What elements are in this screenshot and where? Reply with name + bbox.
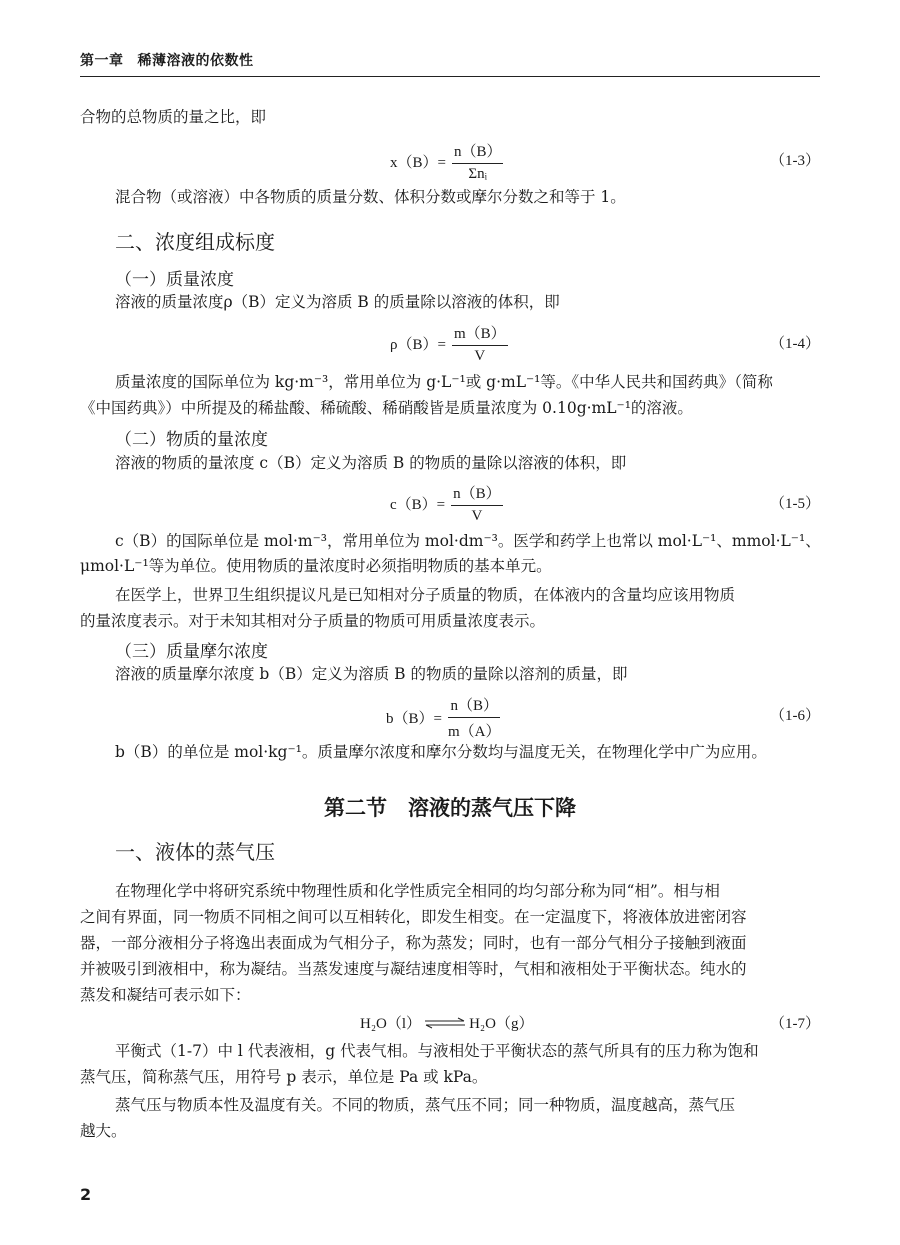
equation-1-4 — [390, 322, 508, 365]
header-rule — [80, 76, 820, 77]
paragraph: c（B）的国际单位是 mol·m⁻³，常用单位为 mol·dm⁻³。医学和药学上也常以 mol·L⁻¹、mmol·L⁻¹、 — [115, 532, 821, 550]
page-number: 2 — [80, 1185, 92, 1204]
numerator: n（B） — [452, 140, 504, 164]
equation-lhs: x（B）= — [390, 155, 446, 171]
paragraph: 越大。 — [80, 1122, 127, 1140]
chapter-title: 稀薄溶液的依数性 — [137, 53, 254, 69]
equation-1-7 — [360, 1012, 533, 1033]
fraction — [451, 482, 503, 525]
subsection-heading: （三）质量摩尔浓度 — [115, 642, 268, 662]
equation-number: （1-4） — [770, 336, 820, 352]
equation-lhs: b（B）= — [386, 711, 442, 727]
equation-1-6 — [386, 694, 500, 741]
equation-lhs: ρ（B）= — [390, 337, 446, 353]
denominator: V — [474, 348, 486, 364]
denominator: m（A） — [447, 724, 501, 740]
denominator: Σnᵢ — [468, 166, 488, 182]
numerator: m（B） — [452, 322, 508, 346]
paragraph: 溶液的质量浓度ρ（B）定义为溶质 B 的质量除以溶液的体积，即 — [115, 293, 560, 311]
numerator: n（B） — [448, 694, 500, 718]
paragraph: 的量浓度表示。对于未知其相对分子质量的物质可用质量浓度表示。 — [80, 612, 546, 630]
equilibrium-arrow-icon — [424, 1017, 466, 1029]
subsection-heading: （二）物质的量浓度 — [115, 430, 268, 450]
paragraph: 器，一部分液相分子将逸出表面成为气相分子，称为蒸发；同时，也有一部分气相分子接触到液面 — [80, 934, 747, 952]
equation-1-5 — [390, 482, 503, 525]
equation-1-3 — [390, 140, 503, 183]
fraction — [448, 694, 501, 741]
equation-rhs: H₂O（g） — [469, 1016, 534, 1032]
fraction — [452, 140, 504, 183]
paragraph: 合物的总物质的量之比，即 — [80, 108, 267, 126]
paragraph: 质量浓度的国际单位为 kg·m⁻³，常用单位为 g·L⁻¹或 g·mL⁻¹等。《中华人民共和国药典》（简称 — [115, 373, 773, 391]
equation-lhs: H₂O（l） — [360, 1016, 422, 1032]
equation-number: （1-3） — [770, 153, 820, 169]
paragraph: 溶液的物质的量浓度 c（B）定义为溶质 B 的物质的量除以溶液的体积，即 — [115, 454, 627, 472]
paragraph: 在物理化学中将研究系统中物理性质和化学性质完全相同的均匀部分称为同“相”。相与相 — [115, 882, 720, 900]
fraction — [452, 322, 508, 365]
paragraph: 之间有界面，同一物质不同相之间可以互相转化，即发生相变。在一定温度下，将液体放进密闭容 — [80, 908, 747, 926]
chapter-section-title: 第二节 溶液的蒸气压下降 — [324, 796, 576, 820]
equation-lhs: c（B）= — [390, 497, 446, 513]
paragraph: 平衡式（1-7）中 l 代表液相，g 代表气相。与液相处于平衡状态的蒸气所具有的压力称为饱和 — [115, 1042, 759, 1060]
subsection-heading: （一）质量浓度 — [115, 270, 234, 290]
numerator: n（B） — [451, 482, 503, 506]
paragraph: 并被吸引到液相中，称为凝结。当蒸发速度与凝结速度相等时，气相和液相处于平衡状态。纯水的 — [80, 960, 747, 978]
paragraph: 溶液的质量摩尔浓度 b（B）定义为溶质 B 的物质的量除以溶剂的质量，即 — [115, 665, 628, 683]
paragraph: 蒸气压，简称蒸气压，用符号 p 表示，单位是 Pa 或 kPa。 — [80, 1068, 488, 1086]
paragraph: 蒸气压与物质本性及温度有关。不同的物质，蒸气压不同；同一种物质，温度越高，蒸气压 — [115, 1096, 736, 1114]
running-header — [80, 50, 254, 70]
section-heading: 二、浓度组成标度 — [115, 230, 275, 254]
paragraph: 《中国药典》）中所提及的稀盐酸、稀硫酸、稀硝酸皆是质量浓度为 0.10g·mL⁻¹的溶液。 — [80, 399, 693, 417]
chapter-number: 第一章 — [80, 53, 124, 69]
paragraph: b（B）的单位是 mol·kg⁻¹。质量摩尔浓度和摩尔分数均与温度无关，在物理化学中广为应用。 — [115, 743, 767, 761]
paragraph: 混合物（或溶液）中各物质的质量分数、体积分数或摩尔分数之和等于 1。 — [115, 188, 626, 206]
equation-number: （1-7） — [770, 1016, 820, 1032]
section-heading: 一、液体的蒸气压 — [115, 840, 275, 864]
paragraph: μmol·L⁻¹等为单位。使用物质的量浓度时必须指明物质的基本单元。 — [80, 557, 552, 575]
equation-number: （1-5） — [770, 496, 820, 512]
paragraph: 在医学上，世界卫生组织提议凡是已知相对分子质量的物质，在体液内的含量均应该用物质 — [115, 586, 736, 604]
paragraph: 蒸发和凝结可表示如下： — [80, 986, 251, 1004]
equation-number: （1-6） — [770, 708, 820, 724]
denominator: V — [471, 508, 483, 524]
